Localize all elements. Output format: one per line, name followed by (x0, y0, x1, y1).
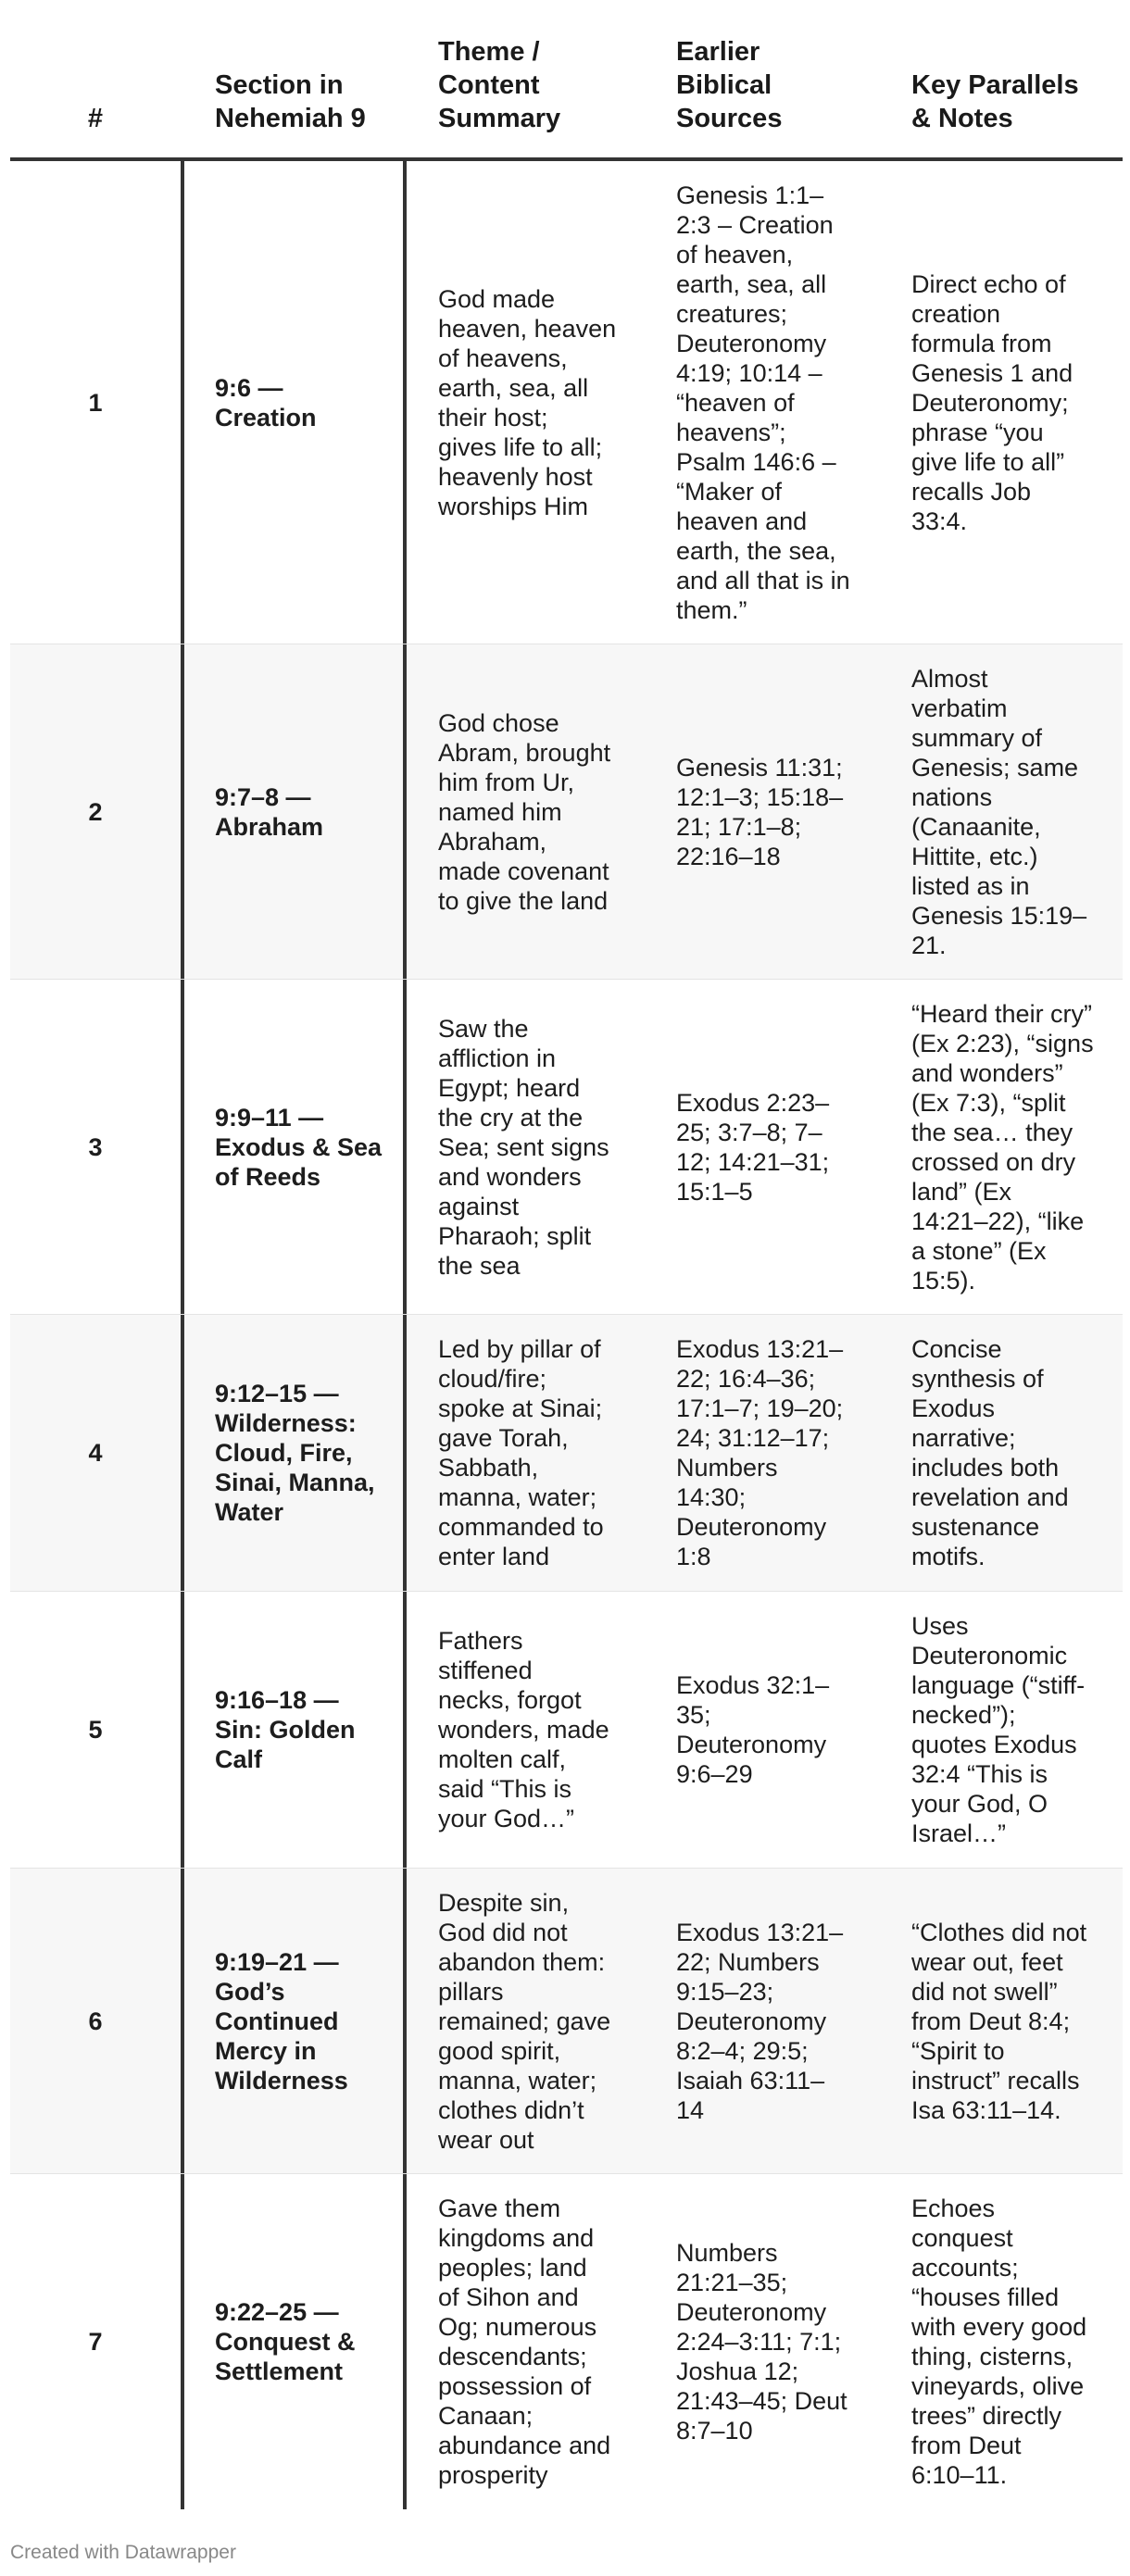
row-section: 9:12–15 — Wilderness: Cloud, Fire, Sinai, Manna, Water (181, 1315, 403, 1591)
header-sources[interactable]: Earlier Biblical Sources (676, 37, 783, 133)
row-number: 6 (88, 2007, 103, 2035)
row-sources: Numbers 21:21–35; Deuteronomy 2:24–3:11; 7:1; Joshua 12; 21:43–45; Deut 8:7–10 (676, 2239, 848, 2445)
row-sources: Genesis 11:31; 12:1–3; 15:18– 21; 17:1–8; 22:16–18 (676, 753, 844, 870)
header-theme[interactable]: Theme / Content Summary (438, 37, 561, 133)
table-row (10, 644, 1123, 980)
datawrapper-credit[interactable]: Created with Datawrapper (10, 2542, 236, 2563)
row-sources: Exodus 13:21– 22; 16:4–36; 17:1–7; 19–20; 24; 31:12–17; Numbers 14:30; Deuteronomy 1:8 (676, 1335, 844, 1570)
row-sources: Genesis 1:1– 2:3 – Creation of heaven, earth, sea, all creatures; Deuteronomy 4:19; 10:14 – “heaven of heavens”; Psalm 146:6 – “Maker of heaven and earth, the sea, and all that is in them.” (676, 181, 850, 624)
row-theme: Gave them kingdoms and peoples; land of Sihon and Og; numerous descendants; possession of Canaan; abundance and prosperity (403, 2174, 645, 2509)
table-row (10, 2174, 1123, 2509)
row-theme: God chose Abram, brought him from Ur, named him Abraham, made covenant to give the land (403, 644, 645, 979)
row-section: 9:22–25 — Conquest & Settlement (181, 2174, 403, 2509)
row-number: 1 (88, 388, 103, 417)
table-row (10, 1592, 1123, 1869)
row-number: 5 (88, 1716, 103, 1744)
row-theme: Fathers stiffened necks, forgot wonders, made molten calf, said “This is your God…” (403, 1592, 645, 1868)
row-section: 9:19–21 — God’s Continued Mercy in Wilderness (181, 1869, 403, 2173)
row-theme: Saw the affliction in Egypt; heard the cry at the Sea; sent signs and wonders against Pharaoh; split the sea (403, 980, 645, 1314)
row-sources: Exodus 13:21– 22; Numbers 9:15–23; Deuteronomy 8:2–4; 29:5; Isaiah 63:11– 14 (676, 1918, 844, 2124)
row-number: 7 (88, 2328, 103, 2356)
row-section: 9:7–8 — Abraham (181, 644, 403, 979)
row-section: 9:6 — Creation (181, 161, 403, 644)
table-row (10, 980, 1123, 1315)
row-section: 9:9–11 — Exodus & Sea of Reeds (181, 980, 403, 1314)
header-section[interactable]: Section in Nehemiah 9 (215, 70, 366, 133)
row-theme: Despite sin, God did not abandon them: pillars remained; gave good spirit, manna, water; clothes didn’t wear out (403, 1869, 645, 2173)
row-number: 3 (88, 1132, 103, 1161)
row-number: 4 (88, 1439, 103, 1467)
table-header-row (10, 0, 1123, 161)
table-row (10, 1869, 1123, 2174)
row-sources: Exodus 2:23– 25; 3:7–8; 7– 12; 14:21–31; 15:1–5 (676, 1088, 830, 1206)
row-notes: Almost verbatim summary of Genesis; same nations (Canaanite, Hittite, etc.) listed as in Genesis 15:19– 21. (911, 664, 1087, 959)
table-row (10, 161, 1123, 644)
header-number[interactable]: # (87, 104, 104, 133)
row-notes: Uses Deuteronomic language (“stiff- necked”); quotes Exodus 32:4 “This is your God, O Israel…” (911, 1612, 1086, 1847)
row-notes: Concise synthesis of Exodus narrative; includes both revelation and sustenance motifs. (911, 1335, 1069, 1570)
data-table (10, 0, 1123, 2509)
row-notes: Echoes conquest accounts; “houses filled with every good thing, cisterns, vineyards, olive trees” directly from Deut 6:10–11. (911, 2195, 1087, 2489)
row-notes: “Heard their cry” (Ex 2:23), “signs and wonders” (Ex 7:3), “split the sea… they crossed on dry land” (Ex 14:21–22), “like a stone” (Ex 15:5). (911, 999, 1094, 1294)
row-sources: Exodus 32:1– 35; Deuteronomy 9:6–29 (676, 1671, 830, 1788)
header-notes[interactable]: Key Parallels & Notes (911, 70, 1079, 133)
row-number: 2 (88, 797, 103, 826)
row-notes: “Clothes did not wear out, feet did not swell” from Deut 8:4; “Spirit to instruct” recalls Isa 63:11–14. (911, 1918, 1087, 2124)
row-notes: Direct echo of creation formula from Genesis 1 and Deuteronomy; phrase “you give life to all” recalls Job 33:4. (911, 269, 1074, 535)
row-section: 9:16–18 — Sin: Golden Calf (181, 1592, 403, 1868)
table-row (10, 1315, 1123, 1592)
row-theme: God made heaven, heaven of heavens, earth, sea, all their host; gives life to all; heavenly host worships Him (403, 161, 645, 644)
row-theme: Led by pillar of cloud/fire; spoke at Sinai; gave Torah, Sabbath, manna, water; commanded to enter land (403, 1315, 645, 1591)
